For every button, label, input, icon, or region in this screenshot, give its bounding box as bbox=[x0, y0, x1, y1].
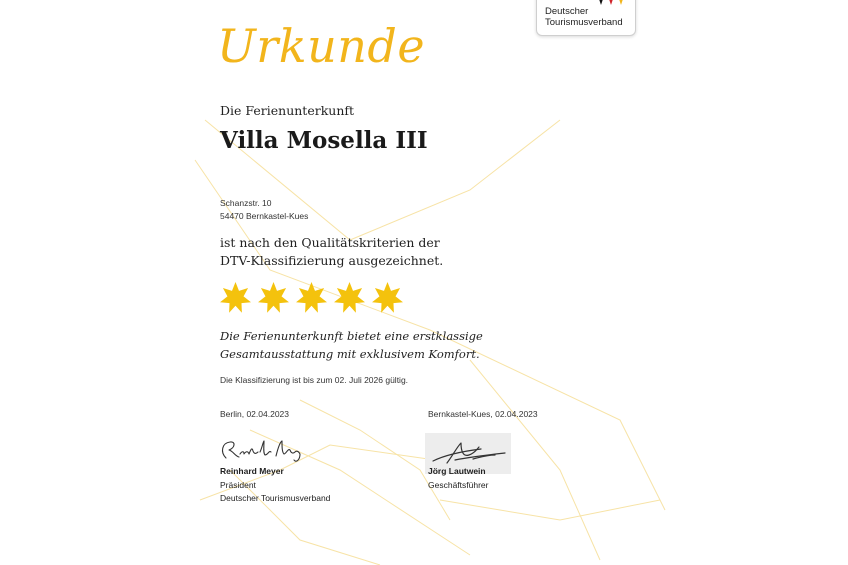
star-icon bbox=[295, 281, 328, 314]
validity-note: Die Klassifizierung ist bis zum 02. Juli 2026 gültig. bbox=[220, 375, 409, 385]
logo-mark-icon bbox=[595, 0, 629, 7]
tagline-line-2: Gesamtausstattung mit exklusivem Komfort. bbox=[220, 347, 480, 361]
address-street: Schanzstr. 10 bbox=[220, 198, 272, 208]
address-city: 54470 Bernkastel-Kues bbox=[220, 211, 309, 221]
star-icon bbox=[333, 281, 366, 314]
certificate-title: Urkunde bbox=[217, 19, 426, 73]
logo-text-line1: Deutscher bbox=[545, 6, 589, 17]
dtv-logo bbox=[536, 0, 636, 36]
signatory-name-left: Reinhard Meyer bbox=[220, 466, 284, 476]
statement-line-1: ist nach den Qualitätskriterien der bbox=[220, 235, 440, 250]
signatory-name-right: Jörg Lautwein bbox=[428, 466, 486, 476]
signatory-organization-left: Deutscher Tourismusverband bbox=[220, 493, 331, 503]
place-date-right: Bernkastel-Kues, 02.04.2023 bbox=[428, 409, 538, 419]
classification-statement bbox=[220, 234, 443, 270]
star-rating bbox=[219, 281, 404, 314]
signatory-role-right: Geschäftsführer bbox=[428, 480, 489, 490]
signatory-role-left: Präsident bbox=[220, 480, 256, 490]
star-icon bbox=[371, 281, 404, 314]
signature-meyer bbox=[216, 438, 318, 464]
statement-line-2: DTV-Klassifizierung ausgezeichnet. bbox=[220, 253, 444, 268]
star-icon bbox=[257, 281, 290, 314]
tagline-line-1: Die Ferienunterkunft bietet eine erstklassige bbox=[220, 329, 483, 343]
category-description bbox=[220, 327, 483, 363]
intro-text: Die Ferienunterkunft bbox=[220, 103, 355, 118]
star-icon bbox=[219, 281, 252, 314]
logo-text-line2: Tourismusverband bbox=[545, 17, 623, 28]
property-name: Villa Mosella III bbox=[220, 127, 428, 154]
place-date-left: Berlin, 02.04.2023 bbox=[220, 409, 289, 419]
